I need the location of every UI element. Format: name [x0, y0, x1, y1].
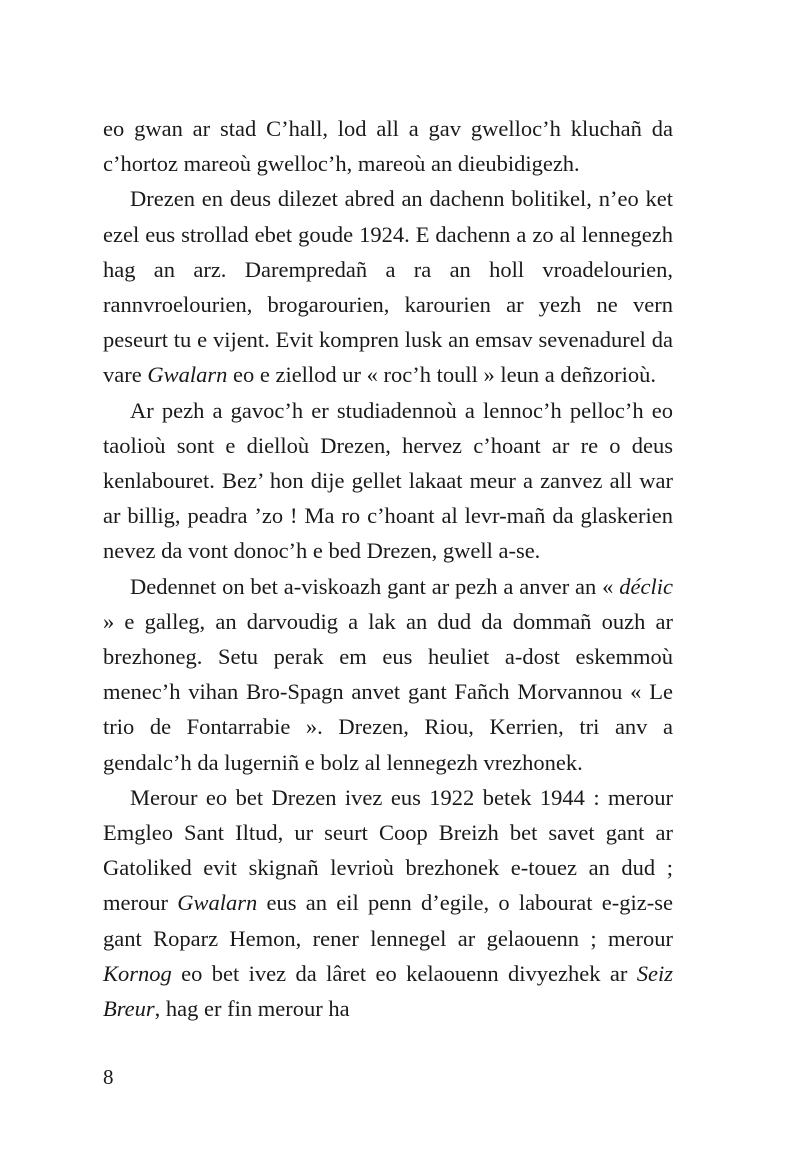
paragraph-2-text-end: eo e ziellod ur « roc’h toull » leun a deñzorioù.: [227, 362, 656, 388]
paragraph-5-italic-kornog: Kornog: [103, 960, 172, 986]
paragraph-5-text-end: , hag er fin merour ha: [154, 996, 350, 1022]
paragraph-5-text-3: eo bet ivez da lâret eo kelaouenn divyezhek ar: [171, 960, 637, 986]
paragraph-5-text: Merour eo bet Drezen ivez eus 1922 betek 1944 : merour Emgleo Sant Iltud, ur seurt Coop Breizh bet savet gant ar Gatoliked evit skignañ levrioù brezhonek e-touez an dud ; merour: [103, 784, 673, 916]
paragraph-2-italic-gwalarn: Gwalarn: [147, 362, 228, 388]
paragraph-3: [103, 393, 673, 569]
paragraph-5-italic-gwalarn: Gwalarn: [177, 890, 258, 916]
paragraph-5-italic-seiz-breur: Seiz Breur: [103, 960, 673, 1022]
paragraph-3-text: Ar pezh a gavoc’h er studiadennoù a lennoc’h pelloc’h eo taolioù sont e dielloù Drezen, hervez c’hoant ar re o deus kenlabouret. Bez’ hon dije gellet lakaat meur a zanvez all war ar billig, peadra ’zo ! Ma ro c’hoant al levr-mañ da glaskerien nevez da vont donoc’h e bed Drezen, gwell a-se.: [103, 397, 673, 564]
paragraph-2: [103, 181, 673, 392]
paragraph-2-text: Drezen en deus dilezet abred an dachenn bolitikel, n’eo ket ezel eus strollad ebet goude 1924. E dachenn a zo al lennegezh hag an arz. Darempredañ a ra an holl vroadelourien, rannvroelourien, brogarourien, karourien ar yezh ne vern peseurt tu e vijent. Evit kompren lusk an emsav sevenadurel da vare: [103, 186, 673, 388]
paragraph-4-italic-declic: déclic: [619, 573, 673, 599]
paragraph-5: [103, 780, 673, 1026]
paragraph-1: [103, 111, 673, 181]
page-body: [103, 111, 673, 1026]
paragraph-1-text: eo gwan ar stad C’hall, lod all a gav gwelloc’h kluchañ da c’hortoz mareoù gwelloc’h, mareoù an dieubidigezh.: [103, 116, 673, 177]
paragraph-4: [103, 569, 673, 780]
paragraph-4-text-end: » e galleg, an darvoudig a lak an dud da dommañ ouzh ar brezhoneg. Setu perak em eus heuliet a-dost eskemmoù menec’h vihan Bro-Spagn anvet gant Fañch Morvannou « Le trio de Fontarrabie ». Drezen, Riou, Kerrien, tri anv a gendalc’h da lugerniñ e bolz al lennegezh vrezhonek.: [103, 608, 673, 775]
paragraph-5-text-2: eus an eil penn d’egile, o labourat e-giz-se gant Roparz Hemon, rener lennegel ar gelaouenn ; merour: [103, 890, 673, 951]
paragraph-4-text: Dedennet on bet a-viskoazh gant ar pezh a anver an «: [130, 573, 620, 599]
page-number: 8: [103, 1065, 114, 1089]
